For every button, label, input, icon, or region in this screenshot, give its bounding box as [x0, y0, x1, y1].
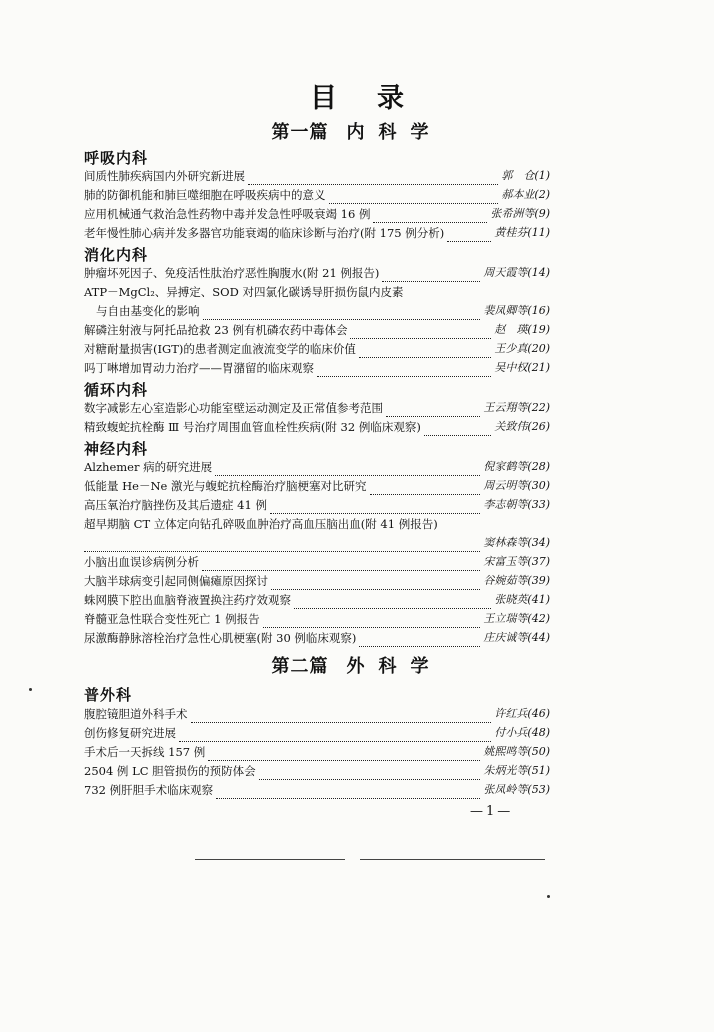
leader-dots — [447, 229, 491, 242]
entry-author-page: 倪家鹤等(28) — [483, 460, 550, 473]
toc-entry[interactable] — [84, 743, 550, 761]
toc-entry[interactable] — [84, 186, 550, 204]
toc-entry[interactable] — [84, 359, 550, 377]
entry-title: 吗丁啉增加胃动力治疗——胃潴留的临床观察 — [84, 361, 314, 375]
entry-author-page: 姚熙鸣等(50) — [483, 745, 550, 758]
toc-entry[interactable] — [84, 458, 550, 476]
leader-dots — [179, 729, 491, 742]
entry-author-page: 郝本业(2) — [501, 188, 550, 201]
toc-entry[interactable] — [84, 399, 550, 417]
entry-author-page: 张晓英(41) — [494, 593, 550, 606]
leader-dots — [359, 634, 480, 647]
entry-title: Alzhemer 病的研究进展 — [84, 460, 213, 474]
scan-speck — [547, 895, 550, 898]
entry-title: 小脑出血误诊病例分析 — [84, 555, 199, 569]
toc-entry[interactable] — [84, 340, 550, 358]
entry-author-page: 王少真(20) — [494, 342, 550, 355]
leader-dots — [350, 326, 491, 339]
entry-author-page: 张凤岭等(53) — [483, 783, 550, 796]
leader-dots — [386, 404, 480, 417]
part-title-2 — [0, 652, 714, 678]
entry-title: 肺的防御机能和肺巨噬细胞在呼吸疾病中的意义 — [84, 188, 326, 202]
part-title-1 — [0, 118, 714, 144]
entry-title: 对糖耐量损害(IGT)的患者测定血液流变学的临床价值 — [84, 342, 356, 356]
leader-dots — [294, 596, 491, 609]
part-name: 外科学 — [346, 656, 443, 677]
leader-dots — [382, 269, 480, 282]
entry-title: 低能量 He－Ne 激光与蝮蛇抗栓酶治疗脑梗塞对比研究 — [84, 479, 367, 493]
toc-entry[interactable] — [84, 572, 550, 590]
entry-author-page: 付小兵(48) — [494, 726, 550, 739]
entry-author-page: 谷婉茹等(39) — [483, 574, 550, 587]
entry-title: 肿瘤坏死因子、免疫活性肽治疗恶性胸腹水(附 21 例报告) — [84, 266, 380, 280]
toc-entry[interactable] — [84, 781, 550, 799]
entry-title: 腹腔镜胆道外科手术 — [84, 707, 188, 721]
entry-author-page: 宋富玉等(37) — [483, 555, 550, 568]
scan-speck — [29, 688, 32, 691]
leader-dots — [208, 748, 480, 761]
entry-author-page: 周云明等(30) — [483, 479, 550, 492]
leader-dots — [370, 482, 481, 495]
section-heading: 呼吸内科 — [84, 149, 149, 167]
entry-title: 尿激酶静脉溶栓治疗急性心肌梗塞(附 30 例临床观察) — [84, 631, 357, 645]
leader-dots — [216, 786, 480, 799]
entry-author-page: 许红兵(46) — [494, 707, 550, 720]
entry-title: 应用机械通气救治急性药物中毒并发急性呼吸衰竭 16 例 — [84, 207, 371, 221]
section-heading: 普外科 — [84, 686, 133, 704]
entry-title-line2: 与自由基变化的影响 — [96, 304, 200, 318]
entry-author-page: 李志朝等(33) — [483, 498, 550, 511]
leader-dots — [203, 307, 481, 320]
leader-dots — [424, 423, 492, 436]
section-heading: 消化内科 — [84, 246, 149, 264]
page-title: 目录 — [310, 83, 444, 114]
leader-dots — [191, 710, 492, 723]
leader-dots — [215, 463, 480, 476]
toc-entry[interactable] — [84, 264, 550, 282]
leader-dots — [263, 615, 481, 628]
toc-entry[interactable] — [84, 610, 550, 628]
toc-entry[interactable] — [84, 724, 550, 742]
entry-author-page: 庄庆诚等(44) — [483, 631, 550, 644]
entry-author-page: 吴中权(21) — [494, 361, 550, 374]
page-number: —1— — [470, 804, 514, 819]
leader-dots — [259, 767, 481, 780]
section-heading: 神经内科 — [84, 440, 149, 458]
toc-entry-continued[interactable] — [96, 302, 550, 320]
toc-entry[interactable] — [84, 477, 550, 495]
entry-title: 老年慢性肺心病并发多器官功能衰竭的临床诊断与治疗(附 175 例分析) — [84, 226, 445, 240]
entry-author-page: 周天霞等(14) — [483, 266, 550, 279]
entry-author-page: 王立瑞等(42) — [483, 612, 550, 625]
scan-artifact-line — [360, 859, 545, 860]
section-heading: 循环内科 — [84, 381, 149, 399]
part-number: 第一篇 — [271, 122, 329, 143]
part-name: 内科学 — [346, 122, 443, 143]
toc-entry[interactable] — [84, 591, 550, 609]
toc-entry-continued[interactable] — [84, 534, 550, 552]
toc-entry[interactable] — [84, 553, 550, 571]
entry-title: 手术后一天拆线 157 例 — [84, 745, 206, 759]
toc-entry[interactable] — [84, 224, 550, 242]
entry-title: 蛛网膜下腔出血脑脊液置换注药疗效观察 — [84, 593, 291, 607]
entry-title: 创伤修复研究进展 — [84, 726, 176, 740]
entry-title: 精致蝮蛇抗栓酶 Ⅲ 号治疗周围血管血栓性疾病(附 32 例临床观察) — [84, 420, 421, 434]
leader-dots — [317, 364, 491, 377]
leader-dots — [359, 345, 492, 358]
entry-author-page: 朱炳光等(51) — [483, 764, 550, 777]
entry-author-page: 裴凤卿等(16) — [483, 304, 550, 317]
toc-entry[interactable] — [84, 418, 550, 436]
entry-title: 数字减影左心室造影心功能室壁运动测定及正常值参考范围 — [84, 401, 383, 415]
entry-title-line1[interactable]: ATP－MgCl₂、异搏定、SOD 对四氯化碳诱导肝损伤鼠内皮素 — [84, 285, 404, 299]
leader-dots — [202, 558, 480, 571]
toc-entry[interactable] — [84, 167, 550, 185]
entry-author-page: 窦林森等(34) — [483, 536, 550, 549]
entry-title: 高压氧治疗脑挫伤及其后遗症 41 例 — [84, 498, 267, 512]
entry-author-page: 赵 瑛(19) — [494, 323, 550, 336]
entry-author-page: 张希洲等(9) — [490, 207, 550, 220]
entry-author-page: 王云翔等(22) — [483, 401, 550, 414]
toc-entry[interactable] — [84, 496, 550, 514]
toc-entry[interactable] — [84, 762, 550, 780]
entry-title: 脊髓亚急性联合变性死亡 1 例报告 — [84, 612, 260, 626]
toc-entry[interactable] — [84, 629, 550, 647]
part-number: 第二篇 — [271, 656, 329, 677]
entry-author-page: 关致伟(26) — [494, 420, 550, 433]
entry-title: 大脑半球病变引起同侧偏瘫原因探讨 — [84, 574, 268, 588]
leader-dots — [271, 577, 480, 590]
entry-author-page: 郭 仓(1) — [501, 169, 550, 182]
leader-dots — [329, 191, 499, 204]
toc-entry[interactable] — [84, 205, 550, 223]
toc-entry[interactable] — [84, 321, 550, 339]
scan-artifact-line — [195, 859, 345, 860]
leader-dots — [248, 172, 498, 185]
entry-title: 2504 例 LC 胆管损伤的预防体会 — [84, 764, 256, 778]
leader-dots — [373, 210, 487, 223]
entry-title: 732 例肝胆手术临床观察 — [84, 783, 214, 797]
entry-title: 间质性肺疾病国内外研究新进展 — [84, 169, 245, 183]
entry-title: 解磷注射液与阿托品抢救 23 例有机磷农药中毒体会 — [84, 323, 348, 337]
entry-author-page: 黄桂芬(11) — [494, 226, 550, 239]
leader-dots — [270, 501, 480, 514]
entry-title-line1[interactable]: 超早期脑 CT 立体定向钻孔碎吸血肿治疗高血压脑出血(附 41 例报告) — [84, 517, 438, 531]
toc-entry[interactable] — [84, 705, 550, 723]
leader-dots — [84, 539, 480, 552]
